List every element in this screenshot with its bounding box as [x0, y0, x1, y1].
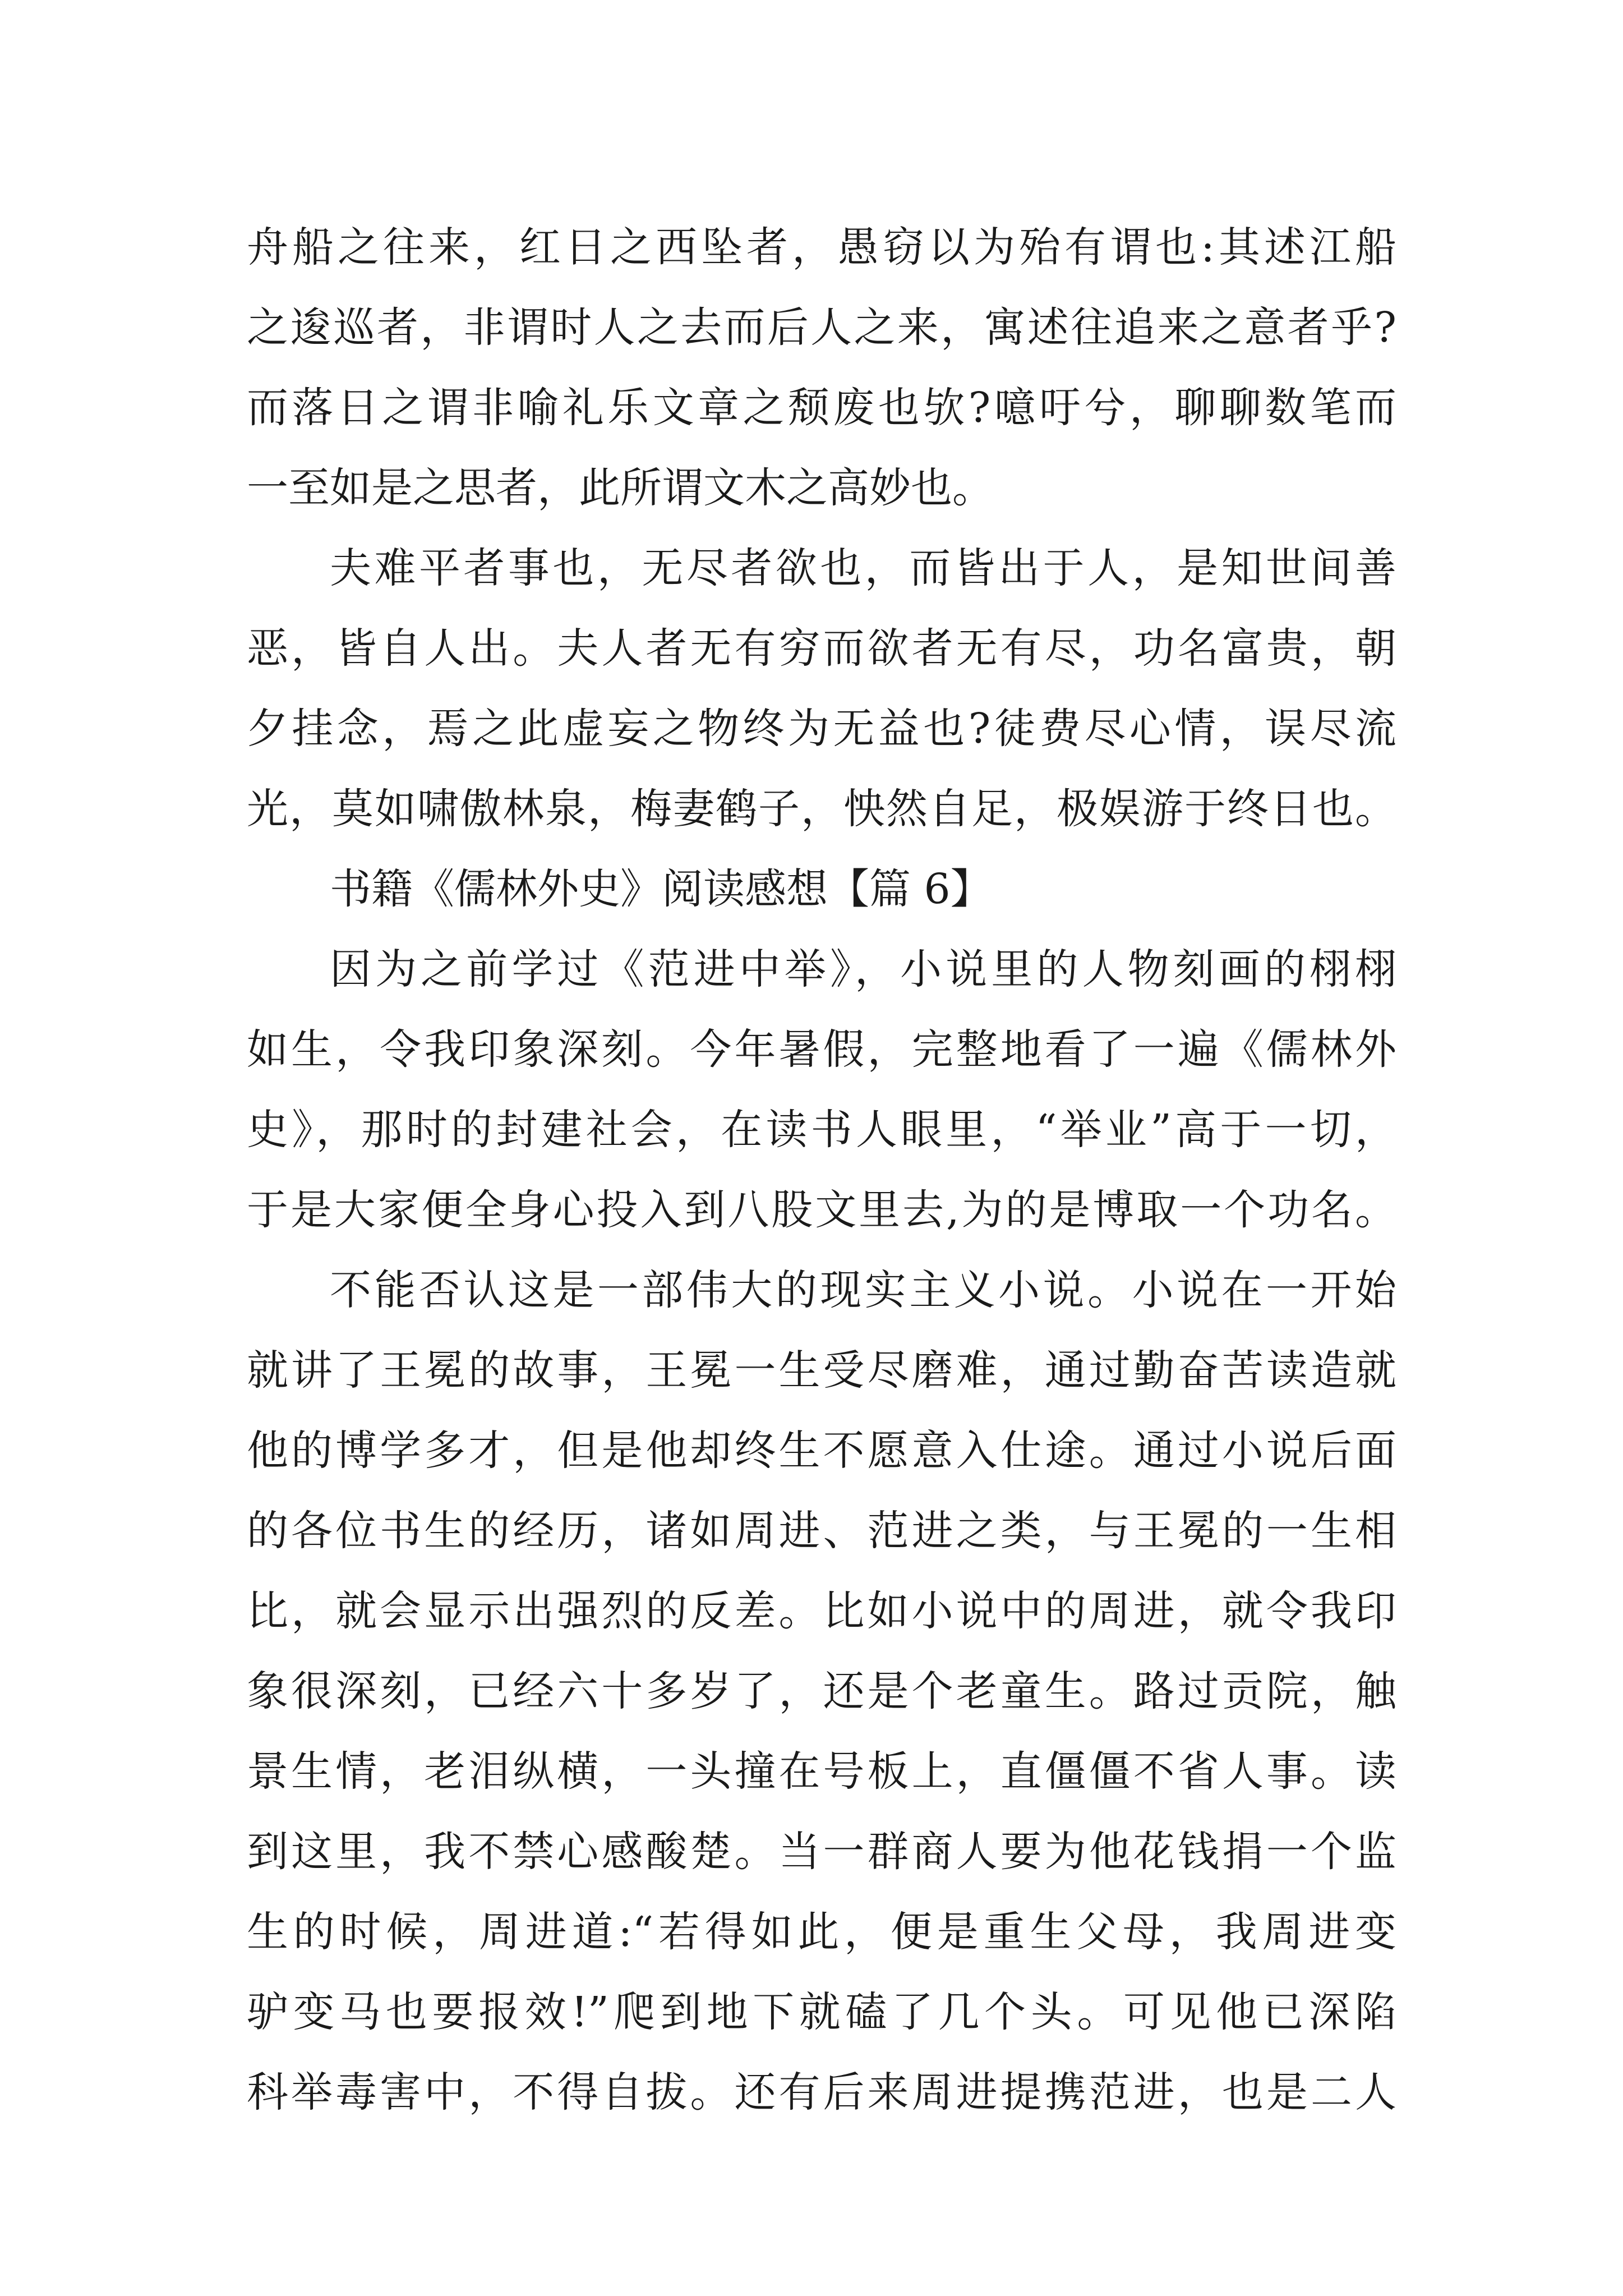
section-heading: 书籍《儒林外史》阅读感想【篇 6】	[330, 865, 992, 913]
paragraph-4-line-8: 到这里，我不禁心感酸楚。当一群商人要为他花钱捐一个监	[247, 1828, 1396, 1876]
paragraph-2-line-1: 夫难平者事也，无尽者欲也，而皆出于人，是知世间善	[330, 544, 1396, 592]
paragraph-1-line-4: 一至如是之思者，此所谓文木之高妙也。	[247, 464, 994, 512]
paragraph-4-line-2: 就讲了王冕的故事，王冕一生受尽磨难，通过勤奋苦读造就	[247, 1346, 1396, 1395]
paragraph-4-line-5: 比，就会显示出强烈的反差。比如小说中的周进，就令我印	[247, 1587, 1396, 1635]
paragraph-4-line-3: 他的博学多才，但是他却终生不愿意入仕途。通过小说后面	[247, 1427, 1396, 1475]
paragraph-4-line-9: 生的时候，周进道:“若得如此，便是重生父母，我周进变	[247, 1908, 1396, 1956]
paragraph-4-line-10: 驴变马也要报效!”爬到地下就磕了几个头。可见他已深陷	[247, 1988, 1396, 2036]
paragraph-4-line-7: 景生情，老泪纵横，一头撞在号板上，直僵僵不省人事。读	[247, 1747, 1396, 1796]
paragraph-4-line-6: 象很深刻，已经六十多岁了，还是个老童生。路过贡院，触	[247, 1667, 1396, 1715]
paragraph-3-line-4: 于是大家便全身心投入到八股文里去,为的是博取一个功名。	[247, 1186, 1396, 1234]
paragraph-4-line-4: 的各位书生的经历，诸如周进、范进之类，与王冕的一生相	[247, 1507, 1396, 1555]
document-body	[247, 208, 1396, 2133]
paragraph-1-line-2: 之逡巡者，非谓时人之去而后人之来，寓述往追来之意者乎?	[247, 303, 1396, 352]
paragraph-4-line-11: 科举毒害中，不得自拔。还有后来周进提携范进，也是二人	[247, 2068, 1396, 2116]
paragraph-4-line-1: 不能否认这是一部伟大的现实主义小说。小说在一开始	[330, 1266, 1396, 1314]
paragraph-3-line-2: 如生，令我印象深刻。今年暑假，完整地看了一遍《儒林外	[247, 1025, 1396, 1074]
paragraph-2-line-2: 恶，皆自人出。夫人者无有穷而欲者无有尽，功名富贵，朝	[247, 624, 1396, 673]
paragraph-2-line-3: 夕挂念，焉之此虚妄之物终为无益也?徒费尽心情，误尽流	[247, 705, 1396, 753]
paragraph-2-line-4: 光，莫如啸傲林泉，梅妻鹤子，怏然自足，极娱游于终日也。	[247, 785, 1396, 833]
paragraph-3-line-1: 因为之前学过《范进中举》，小说里的人物刻画的栩栩	[330, 945, 1396, 993]
paragraph-1-line-3: 而落日之谓非喻礼乐文章之颓废也欤?噫吁兮，聊聊数笔而	[247, 384, 1396, 432]
paragraph-1-line-1: 舟船之往来，红日之西坠者，愚窃以为殆有谓也:其述江船	[247, 223, 1396, 272]
paragraph-3-line-3: 史》，那时的封建社会，在读书人眼里，“举业”高于一切，	[247, 1106, 1396, 1154]
